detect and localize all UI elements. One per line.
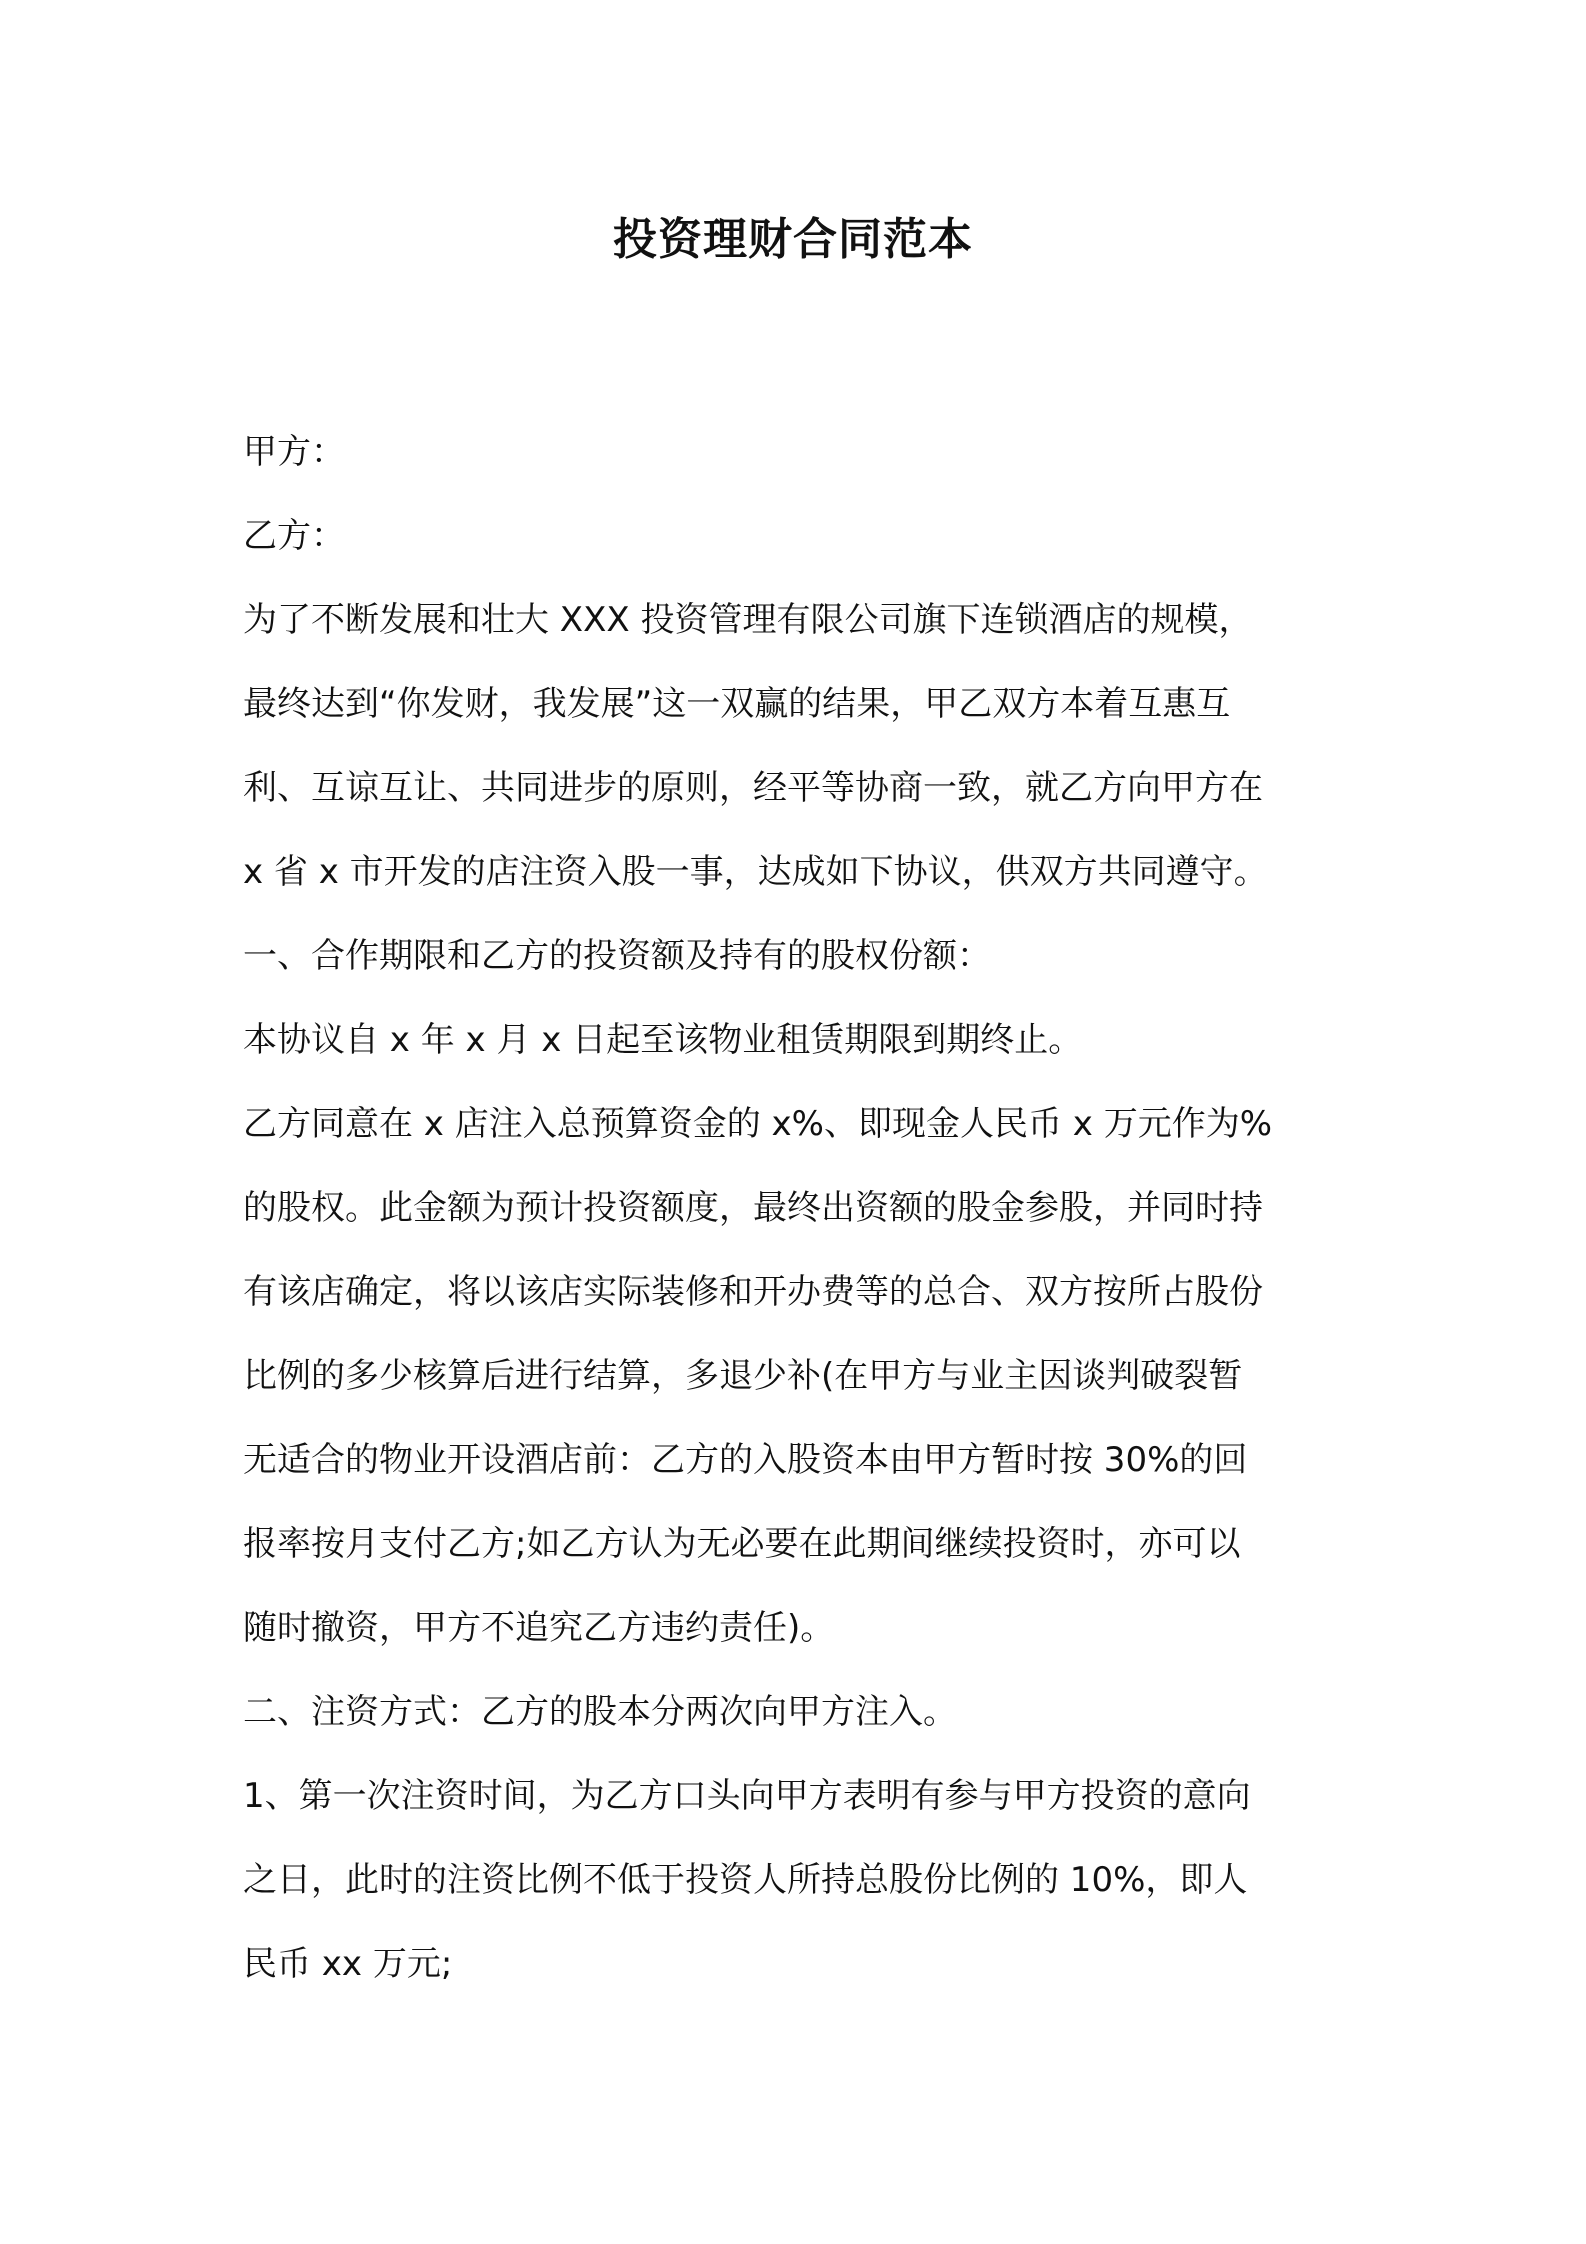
preamble-line-3: 利、互谅互让、共同进步的原则，经平等协商一致，就乙方向甲方在 (243, 768, 1263, 808)
section-1-paragraph-line-4: 比例的多少核算后进行结算，多退少补(在甲方与业主因谈判破裂暂 (243, 1356, 1243, 1396)
party-a-line: 甲方： (243, 432, 345, 472)
section-1-paragraph-line-5: 无适合的物业开设酒店前：乙方的入股资本由甲方暂时按 30%的回 (243, 1440, 1248, 1480)
preamble-line-1: 为了不断发展和壮大 XXX 投资管理有限公司旗下连锁酒店的规模， (243, 600, 1253, 640)
preamble-line-4: x 省 x 市开发的店注资入股一事，达成如下协议，供双方共同遵守。 (243, 852, 1268, 892)
section-1-paragraph-line-3: 有该店确定，将以该店实际装修和开办费等的总合、双方按所占股份 (243, 1272, 1263, 1312)
document-title: 投资理财合同范本 (613, 214, 973, 265)
section-1-heading: 一、合作期限和乙方的投资额及持有的股权份额： (243, 936, 991, 976)
section-1-paragraph-line-2: 的股权。此金额为预计投资额度，最终出资额的股金参股，并同时持 (243, 1188, 1263, 1228)
document-body (243, 410, 1358, 2006)
section-1-paragraph-line-1: 乙方同意在 x 店注入总预算资金的 x%、即现金人民币 x 万元作为% (243, 1104, 1273, 1144)
section-2-item-1-line-2: 之日，此时的注资比例不低于投资人所持总股份比例的 10%，即人 (243, 1860, 1248, 1900)
section-2-heading: 二、注资方式：乙方的股本分两次向甲方注入。 (243, 1692, 957, 1732)
section-1-term-line: 本协议自 x 年 x 月 x 日起至该物业租赁期限到期终止。 (243, 1020, 1083, 1060)
section-1-paragraph-line-7: 随时撤资，甲方不追究乙方违约责任)。 (243, 1608, 835, 1648)
section-2-item-1-line-1: 1、第一次注资时间，为乙方口头向甲方表明有参与甲方投资的意向 (243, 1776, 1251, 1816)
preamble-line-2: 最终达到“你发财，我发展”这一双赢的结果，甲乙双方本着互惠互 (243, 684, 1231, 724)
section-2-item-1-line-3: 民币 xx 万元; (243, 1944, 453, 1984)
party-b-line: 乙方： (243, 516, 345, 556)
section-1-paragraph-line-6: 报率按月支付乙方;如乙方认为无必要在此期间继续投资时，亦可以 (243, 1524, 1241, 1564)
